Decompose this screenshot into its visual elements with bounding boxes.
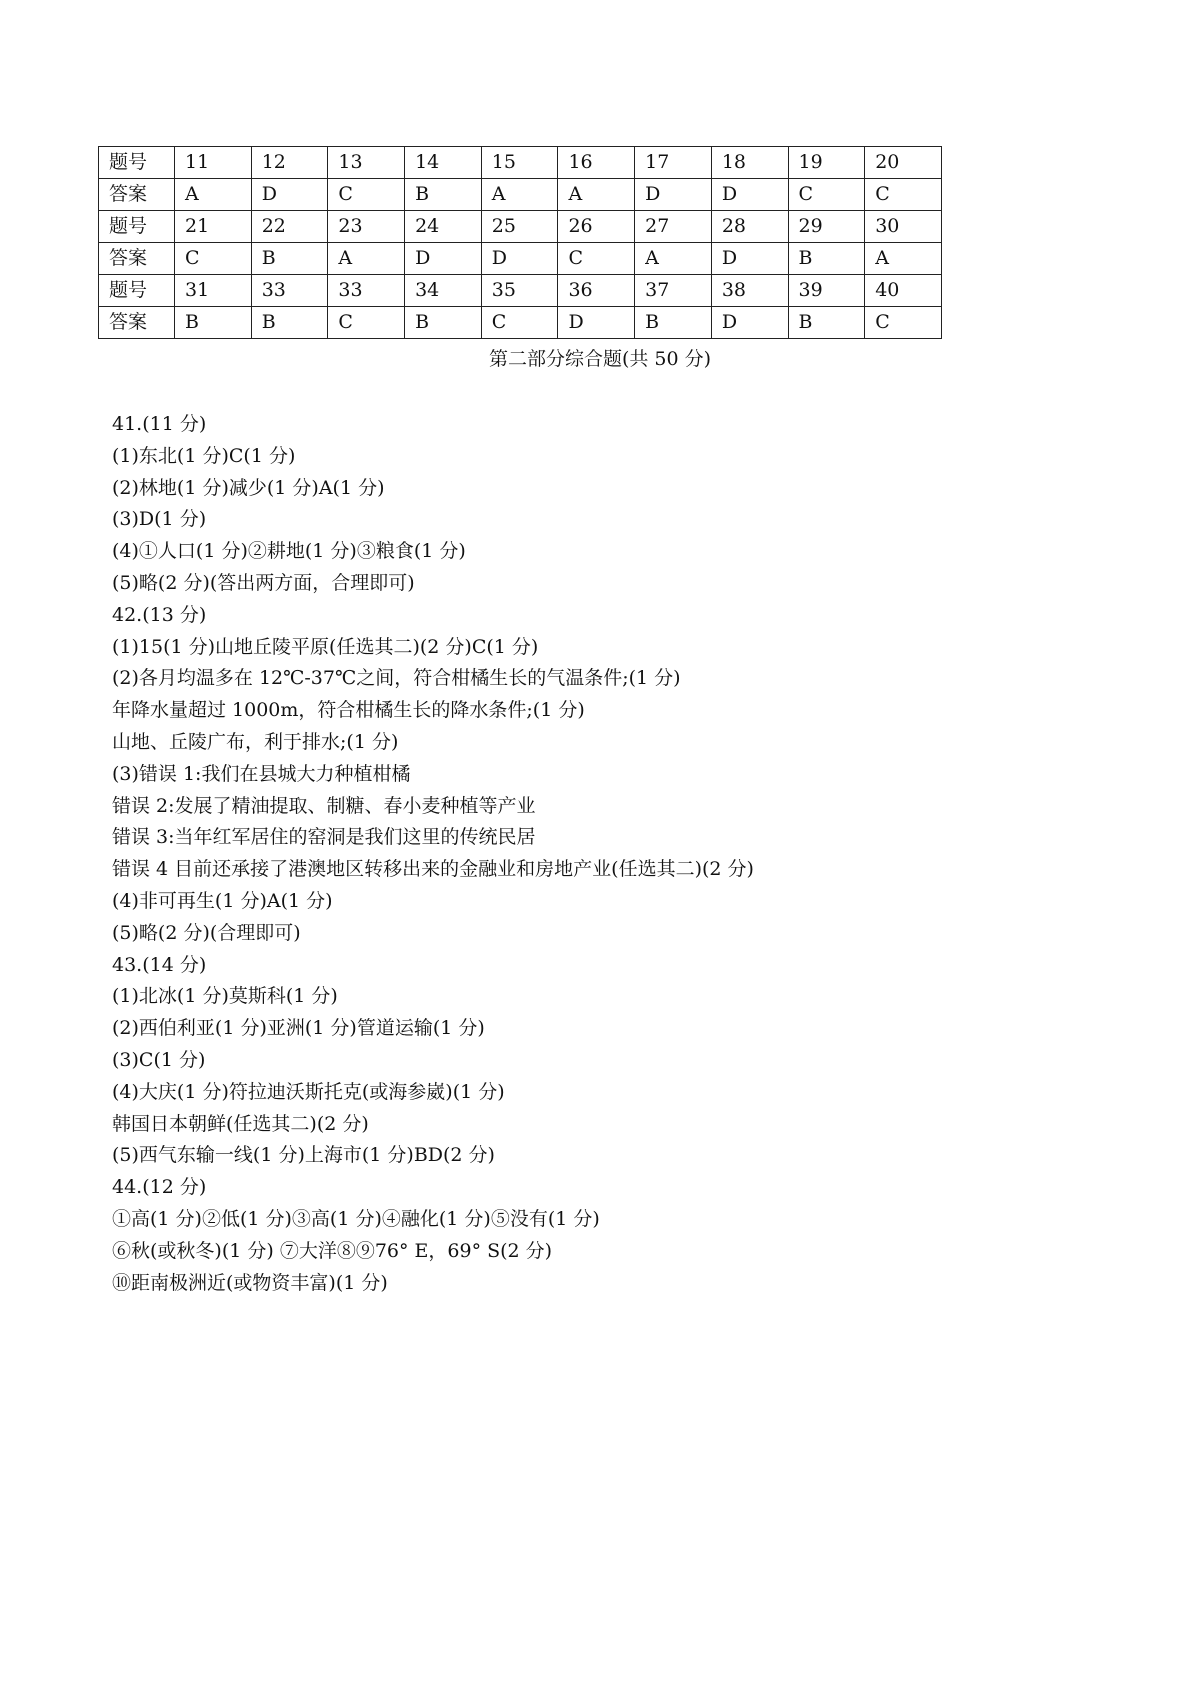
table-cell: C [865,307,942,339]
table-cell: D [558,307,635,339]
table-cell: 11 [175,147,252,179]
table-cell: A [328,243,405,275]
table-cell: D [711,179,788,211]
table-cell: 35 [481,275,558,307]
answer-line: (2)各月均温多在 12℃-37℃之间，符合柑橘生长的气温条件;(1 分) [112,667,681,690]
answer-line: (5)略(2 分)(答出两方面，合理即可) [112,571,415,594]
table-cell: B [251,243,328,275]
answer-line: 韩国日本朝鲜(任选其二)(2 分) [112,1112,369,1135]
row-label: 题号 [99,147,175,179]
answer-line: 41.(11 分) [112,413,207,435]
answer-key-table [98,146,942,339]
table-cell: D [711,307,788,339]
table-cell: A [635,243,712,275]
answer-line: 错误 2:发展了精油提取、制糖、春小麦种植等产业 [112,794,536,817]
answer-line: (3)错误 1:我们在县城大力种植柑橘 [112,762,411,785]
table-cell: B [175,307,252,339]
table-row [99,243,942,275]
table-cell: 33 [328,275,405,307]
table-cell: C [481,307,558,339]
table-cell: 39 [788,275,865,307]
table-cell: B [405,307,482,339]
table-cell: D [635,179,712,211]
table-cell: 28 [711,211,788,243]
table-cell: 22 [251,211,328,243]
table-cell: 36 [558,275,635,307]
answer-line: (3)C(1 分) [112,1048,206,1071]
answer-line: (1)北冰(1 分)莫斯科(1 分) [112,985,338,1008]
table-cell: 24 [405,211,482,243]
table-cell: 38 [711,275,788,307]
answer-line: (1)东北(1 分)C(1 分) [112,444,296,467]
answer-line: 44.(12 分) [112,1176,207,1199]
row-label: 题号 [99,211,175,243]
table-cell: A [175,179,252,211]
table-cell: 20 [865,147,942,179]
table-cell: D [711,243,788,275]
answer-line: (2)林地(1 分)减少(1 分)A(1 分) [112,476,385,499]
answer-line: (5)西气东输一线(1 分)上海市(1 分)BD(2 分) [112,1144,495,1167]
table-cell: 27 [635,211,712,243]
table-cell: D [251,179,328,211]
table-row [99,211,942,243]
row-label: 题号 [99,275,175,307]
section-title: 第二部分综合题(共 50 分) [488,348,712,370]
answer-line: (4)非可再生(1 分)A(1 分) [112,889,333,912]
answer-line: 错误 4 目前还承接了港澳地区转移出来的金融业和房地产业(任选其二)(2 分) [112,858,754,881]
table-cell: 21 [175,211,252,243]
row-label: 答案 [99,243,175,275]
table-row [99,147,942,179]
answer-line: 山地、丘陵广布，利于排水;(1 分) [112,730,399,753]
table-cell: B [251,307,328,339]
answer-line: 43.(14 分) [112,953,207,976]
table-cell: D [481,243,558,275]
table-cell: 23 [328,211,405,243]
table-cell: 34 [405,275,482,307]
table-cell: C [558,243,635,275]
table-cell: A [865,243,942,275]
table-cell: 37 [635,275,712,307]
answer-line: (5)略(2 分)(合理即可) [112,921,301,944]
table-cell: 12 [251,147,328,179]
answer-line: 错误 3:当年红军居住的窑洞是我们这里的传统民居 [112,826,536,849]
table-row [99,275,942,307]
answer-line: ⑩距南极洲近(或物资丰富)(1 分) [112,1271,388,1294]
table-cell: D [405,243,482,275]
table-cell: C [788,179,865,211]
table-cell: A [481,179,558,211]
table-row [99,307,942,339]
table-cell: 31 [175,275,252,307]
answer-line: ⑥秋(或秋冬)(1 分) ⑦大洋⑧⑨76° E，69° S(2 分) [112,1239,553,1262]
answer-line: 年降水量超过 1000m，符合柑橘生长的降水条件;(1 分) [112,699,585,722]
table-cell: 13 [328,147,405,179]
table-cell: C [328,179,405,211]
answer-line: (2)西伯利亚(1 分)亚洲(1 分)管道运输(1 分) [112,1017,485,1040]
answer-line: (4)大庆(1 分)符拉迪沃斯托克(或海参崴)(1 分) [112,1080,505,1103]
answer-list [112,409,1162,1299]
table-row [99,179,942,211]
answer-line: (4)①人口(1 分)②耕地(1 分)③粮食(1 分) [112,540,466,563]
table-cell: B [635,307,712,339]
answer-line: (3)D(1 分) [112,508,207,531]
table-cell: 15 [481,147,558,179]
table-cell: 26 [558,211,635,243]
table-cell: 33 [251,275,328,307]
row-label: 答案 [99,307,175,339]
answer-line: (1)15(1 分)山地丘陵平原(任选其二)(2 分)C(1 分) [112,635,539,658]
table-cell: 19 [788,147,865,179]
table-cell: B [788,307,865,339]
answer-line: ①高(1 分)②低(1 分)③高(1 分)④融化(1 分)⑤没有(1 分) [112,1207,600,1230]
answer-key-table-body [99,147,942,339]
table-cell: C [865,179,942,211]
table-cell: 17 [635,147,712,179]
table-cell: 29 [788,211,865,243]
table-cell: 18 [711,147,788,179]
table-cell: 16 [558,147,635,179]
table-cell: A [558,179,635,211]
table-cell: B [788,243,865,275]
table-cell: 40 [865,275,942,307]
table-cell: B [405,179,482,211]
answer-line: 42.(13 分) [112,603,207,626]
row-label: 答案 [99,179,175,211]
table-cell: 25 [481,211,558,243]
table-cell: C [328,307,405,339]
table-cell: 30 [865,211,942,243]
table-cell: 14 [405,147,482,179]
table-cell: C [175,243,252,275]
